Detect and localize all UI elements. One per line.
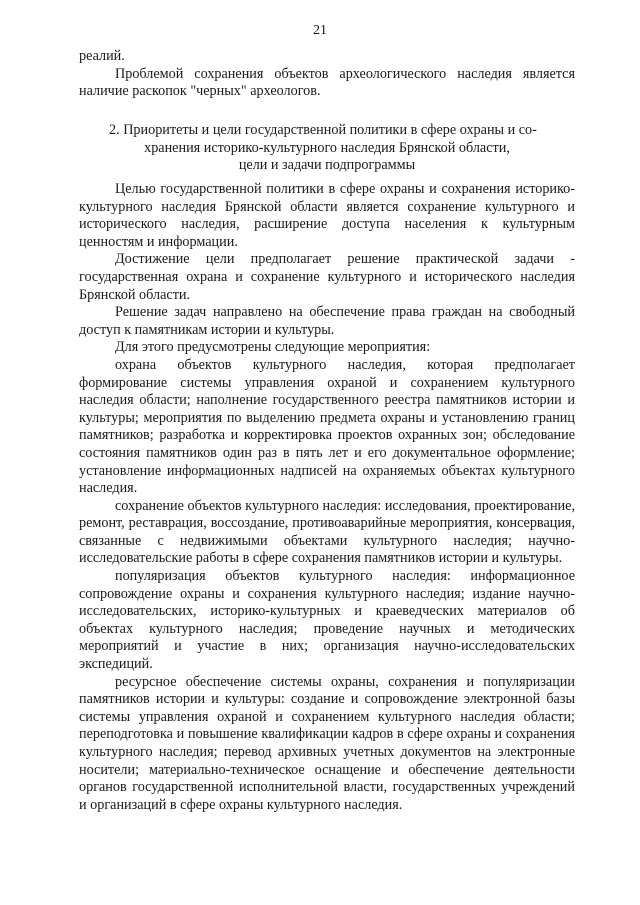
paragraph-achievement: Достижение цели предполагает решение практической задачи - государственная охрана и сохранение культурного и исторического наследия Брянской области. <box>79 251 575 303</box>
section-heading <box>79 122 575 175</box>
section-heading-line-1: 2. Приоритеты и цели государственной политики в сфере охраны и со- <box>109 122 537 138</box>
intro-block <box>79 48 575 101</box>
paragraph-resources: ресурсное обеспечение системы охраны, сохранения и популяризации памятников истории и культуры: создание и сопровождение электронной базы системы управления охраной и сохранением культурного наследия области; переподготовка и повышение квалификации кадров в сфере охраны и сохранения культурного наследия; перевод архивных учетных документов на электронные носители; материально-техническое оснащение и обеспечение деятельности органов государственной исполнительной власти, государственных учреждений и организаций в сфере охраны культурного наследия. <box>79 673 575 813</box>
section-heading-line-3: цели и задачи подпрограммы <box>238 157 416 174</box>
body-text <box>79 181 575 814</box>
paragraph-goal: Целью государственной политики в сфере охраны и сохранения историко-культурного наследия Брянской области является сохранение культурного и исторического наследия, расширение доступа населения к культурным ценностям и информации. <box>79 181 575 250</box>
paragraph-tasks: Решение задач направлено на обеспечение права граждан на свободный доступ к памятникам истории и культуры. <box>79 304 575 338</box>
paragraph-popularization: популяризация объектов культурного наследия: информационное сопровождение охраны и сохранения культурного наследия; издание научно-исследовательских, историко-культурных и краеведческих материалов об объектах культурного наследия; проведение научных и методических мероприятий и участие в них; организация научно-исследовательских экспедиций. <box>79 568 575 673</box>
page-number: 21 <box>313 23 327 38</box>
paragraph-preservation: сохранение объектов культурного наследия: исследования, проектирование, ремонт, реставрация, воссоздание, противоаварийные мероприятия, консервация, связанные с недвижимыми объектами культурного наследия; научно-исследовательские работы в сфере сохранения памятников истории и культуры. <box>79 497 575 567</box>
paragraph-measures-intro: Для этого предусмотрены следующие мероприятия: <box>115 339 431 356</box>
section-heading-line-2: хранения историко-культурного наследия Брянской области, <box>144 139 510 156</box>
continuation-text: реалий. <box>79 48 125 64</box>
intro-paragraph: Проблемой сохранения объектов археологического наследия является наличие раскопок "черных" археологов. <box>79 65 575 100</box>
paragraph-protection: охрана объектов культурного наследия, которая предполагает формирование системы управления охраной и сохранением культурного наследия области; наполнение государственного реестра памятников истории и культуры; мероприятия по выделению предмета охраны и установлению границ памятников; разработка и корректировка проектов охранных зон; обследование состояния памятников один раз в пять лет и его документальное оформление; установление информационных надписей на охраняемых объектах культурного наследия. <box>79 356 575 497</box>
